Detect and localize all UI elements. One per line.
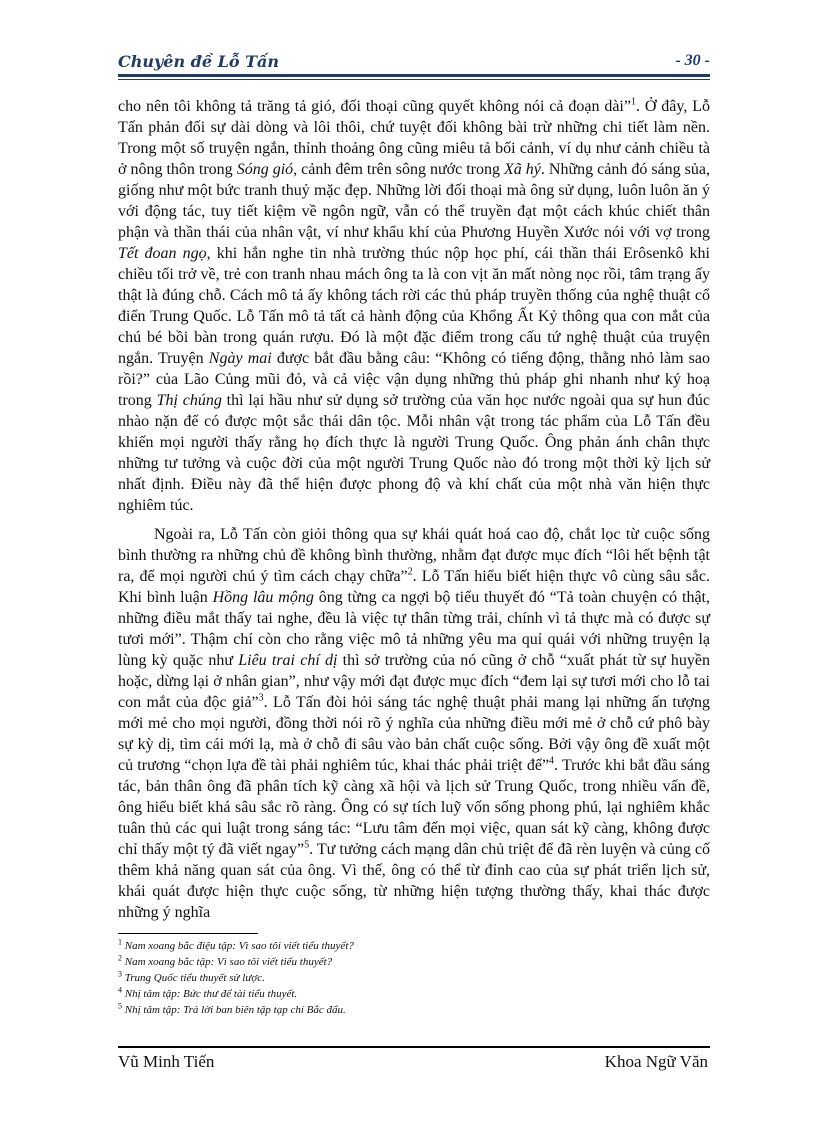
work-title: Thị chúng [156,392,222,409]
footer-department: Khoa Ngữ Văn [604,1052,708,1071]
work-title: Ngày mai [208,350,272,367]
footnote-5: $^5$ Nhị tâm tập: Trả lời ban biên tập tạp chí Bắc đẩu. [118,1001,346,1016]
paragraph-2: Ngoài ra, Lỗ Tấn còn giỏi thông qua sự khái quát hoá cao độ, chắt lọc từ cuộc sống bình thường ra những chủ đề không bình thường, nhằm đạt được mục đích “lôi hết bệnh tật ra, để mọi người chú ý tìm cách chạy chữa”$^2$. Lỗ Tấn hiểu biết hiện thực vô cùng sâu sắc. Khi bình luận Hồng lâu mộng ông từng ca ngợi bộ tiểu thuyết đó “Tả toàn chuyện có thật, những điều mắt thấy tai nghe, đều là việc tự thân từng trải, chính vì tả thực mà có được sự tươi mới”. Thậm chí còn cho rằng việc mô tả những yêu ma quỉ quái với những truyện lạ lùng kỳ quặc như Liêu trai chí dị thì sở trường của nó cũng ở chỗ “xuất phát từ sự huyền hoặc, dừng lại ở nhân gian”, như vậy mới đạt được mục đích “đem lại sự tươi mới cho lỗ tai con mắt của độc giả”$^3$. Lỗ Tấn đòi hỏi sáng tác nghệ thuật phải mang lại những ấn tượng mới mẻ cho mọi người, đồng thời nói rõ ý nghĩa của những điều mới mẻ ở chỗ cứ phô bày sự kỳ dị, tìm cái mới lạ, mà ở chỗ đi sâu vào bản chất cuộc sống. Bởi vậy ông đề xuất một củ trương “chọn lựa đề tài phải nghiêm túc, khai thác phải triệt để”$^4$. Trước khi bắt đầu sáng tác, bản thân ông đã phân tích kỹ càng xã hội và lịch sử Trung Quốc, trong nhiều vấn đề, ông hiểu biết khá sâu sắc rõ ràng. Ông có sự tích luỹ vốn sống phong phú, lại nghiêm khắc tuân thủ các qui luật trong sáng tác: “Lưu tâm đến mọi việc, quan sát kỹ càng, không được chỉ thấy một tý đã viết ngay”$^5$. Tư tưởng cách mạng dân chủ triệt để đã rèn luyện và củng cố thêm khả năng quan sát của ông. Vì thế, ông có thể từ đỉnh cao của sự phát triển lịch sử, khái quát được hiện thực cuộc sống, từ những hiện tượng thường thấy, khai thác được những ý nghĩa [118,526,711,921]
work-title: Tết đoan ngọ [118,245,207,262]
footnote-4: $^4$ Nhị tâm tập: Bức thư để tài tiểu thuyết. [118,985,298,1000]
footnote-ref-1: 1 [630,96,636,108]
footer-author: Vũ Minh Tiến [118,1052,215,1071]
footnote-ref-2: 2 [407,566,413,578]
footnote-ref-3: 3 [258,692,264,704]
header-page-number: - 30 - [675,52,710,69]
header-rule-thin [118,79,710,80]
footer-rule [118,1046,710,1048]
footnote-ref-5: 5 [304,839,310,851]
footnote-separator [118,933,258,934]
footnote-ref-4: 4 [549,755,555,767]
footnote-3: $^3$ Trung Quốc tiểu thuyết sử lược. [118,969,265,984]
footnotes [118,938,710,1018]
work-title: Sóng gió [236,161,294,178]
page-header [118,50,710,80]
body-text [118,96,710,923]
footnote-2: $^2$ Nam xoang bắc tập: Vì sao tôi viết tiểu thuyết? [118,953,333,968]
header-rule-thick [118,74,710,77]
work-title: Xã hý [504,161,541,178]
paragraph-1: cho nên tôi không tả trăng tả gió, đối thoại cũng quyết không nói cả đoạn dài”$^1$. Ở đây, Lỗ Tấn phản đối sự dài dòng và lôi thôi, chứ tuyệt đối không bài trừ những chi tiết làm nền. Trong một số truyện ngắn, thỉnh thoảng ông cũng miêu tả bối cảnh, ví dụ như cảnh chiều tà ở nông thôn trong Sóng gió, cảnh đêm trên sông nước trong Xã hý. Những cảnh đó sáng sủa, giống như một bức tranh thuỷ mặc đẹp. Những lời đối thoại mà ông sử dụng, luôn luôn ăn ý với động tác, tuy tiết kiệm về ngôn ngữ, vẫn có thể truyền đạt một cách khúc chiết thân phận và thần thái của nhân vật, ví như khẩu khí của Phương Huyền Xước nói với vợ trong Tết đoan ngọ, khi hắn nghe tin nhà trường thúc nộp học phí, cái thần thái Erôsenkô khi chiều tối trở về, trẻ con tranh nhau mách ông ta là con vịt ăn mất nòng nọc rồi, tâm trạng ấy thật là đúng chỗ. Cách mô tả ấy không tách rời các thủ pháp truyền thống của nghệ thuật cổ điển Trung Quốc. Lỗ Tấn mô tả tất cả hành động của Khổng Ất Kỷ thông qua con mắt của chú bé bồi bàn trong quán rượu. Đó là một đặc điểm trong cấu tứ nghệ thuật của truyện ngắn. Truyện Ngày mai được bắt đầu bằng câu: “Không có tiếng động, thằng nhỏ làm sao rồi?” của Lão Củng mũi đỏ, và cả việc vận dụng những thủ pháp ghi nhanh như ký hoạ trong Thị chúng thì lại hầu như sử dụng sở trường của văn học nước ngoài qua sự hun đúc nhào nặn để có được một sắc thái dân tộc. Mỗi nhân vật trong tác phẩm của Lỗ Tấn đều khiến mọi người thấy rằng họ đích thực là người Trung Quốc. Ông phản ánh chân thực những tư tưởng và cuộc đời của một người Trung Quốc nào đó trong một thời kỳ lịch sử nhất định. Điều này đã thể hiện được phong độ và khí chất của một nhà văn hiện thực nghiêm túc. [118,96,711,514]
header-title: Chuyên đề Lỗ Tấn [118,52,280,71]
footnote-1: $^1$ Nam xoang bắc điệu tập: Vì sao tôi viết tiểu thuyết? [118,937,354,952]
work-title: Hồng lâu mộng [212,589,314,606]
work-title: Liêu trai chí dị [238,652,338,669]
